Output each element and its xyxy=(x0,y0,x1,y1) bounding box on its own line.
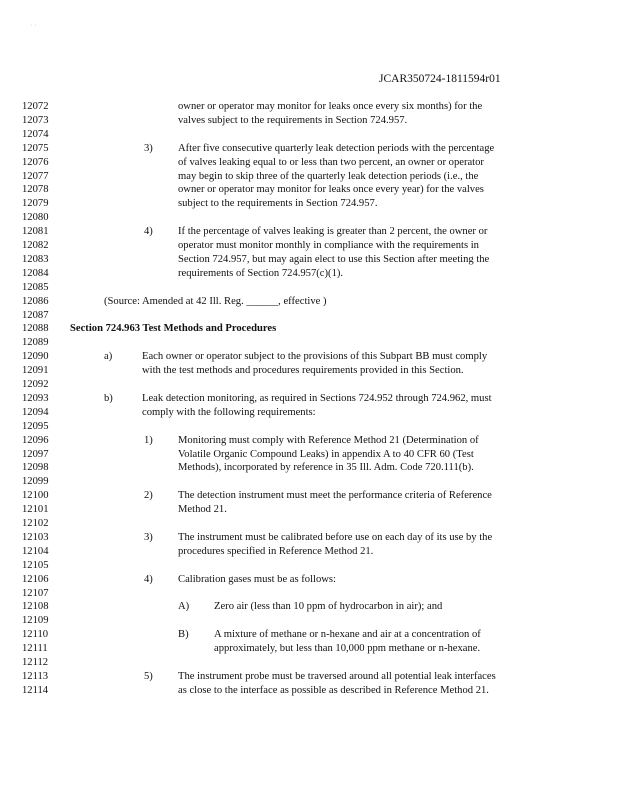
line-number: 12109 xyxy=(22,615,49,627)
document-line xyxy=(0,156,618,170)
document-line xyxy=(0,628,618,642)
line-text: approximately, but less than 10,000 ppm methane or n-hexane. xyxy=(214,643,481,655)
line-number: 12105 xyxy=(22,559,49,571)
line-text: Leak detection monitoring, as required in Sections 724.952 through 724.962, must xyxy=(142,392,492,404)
line-text: may begin to skip three of the quarterly leak detection periods (i.e., the xyxy=(178,170,479,182)
line-text: Method 21. xyxy=(178,504,227,516)
list-marker: b) xyxy=(104,392,113,404)
line-number: 12108 xyxy=(22,601,49,613)
line-text: operator must monitor monthly in compliance with the requirements in xyxy=(178,240,479,251)
line-number: 12111 xyxy=(22,643,48,655)
line-number: 12101 xyxy=(22,504,49,516)
document-line xyxy=(0,489,618,503)
line-number: 12084 xyxy=(22,267,49,279)
document-line xyxy=(0,614,618,628)
line-text: procedures specified in Reference Method 21. xyxy=(178,545,374,557)
document-line xyxy=(0,267,618,281)
line-number: 12096 xyxy=(22,434,49,446)
line-number: 12083 xyxy=(22,253,49,265)
list-marker: 1) xyxy=(144,434,153,446)
document-line xyxy=(0,656,618,670)
line-text: The detection instrument must meet the performance criteria of Reference xyxy=(178,490,492,502)
line-text: comply with the following requirements: xyxy=(142,406,316,418)
document-line xyxy=(0,281,618,295)
document-line xyxy=(0,545,618,559)
line-number: 12112 xyxy=(22,657,49,668)
line-number: 12072 xyxy=(22,101,49,112)
document-line xyxy=(0,392,618,406)
line-text: Methods), incorporated by reference in 35 Ill. Adm. Code 720.111(b). xyxy=(178,462,474,474)
line-number: 12077 xyxy=(22,170,49,182)
document-line xyxy=(0,378,618,392)
line-number: 12107 xyxy=(22,587,49,599)
document-line xyxy=(0,309,618,323)
line-number: 12103 xyxy=(22,531,49,543)
line-number: 12095 xyxy=(22,420,49,432)
line-number: 12114 xyxy=(22,684,49,696)
line-text: A mixture of methane or n-hexane and air at a concentration of xyxy=(214,629,481,641)
document-line xyxy=(0,670,618,684)
list-marker: 3) xyxy=(144,142,153,154)
document-line xyxy=(0,448,618,462)
line-text: The instrument probe must be traversed around all potential leak interfaces xyxy=(178,670,496,682)
line-number: 12102 xyxy=(22,518,49,529)
list-marker: 5) xyxy=(144,670,153,682)
document-line xyxy=(0,350,618,364)
document-line xyxy=(0,364,618,378)
document-id-header: JCAR350724-1811594r01 xyxy=(379,73,501,85)
line-number: 12081 xyxy=(22,226,49,238)
line-number: 12098 xyxy=(22,462,49,474)
line-number: 12110 xyxy=(22,629,49,641)
document-line xyxy=(0,183,618,197)
line-text: valves subject to the requirements in Section 724.957. xyxy=(178,114,408,126)
line-number: 12099 xyxy=(22,476,49,488)
line-number: 12097 xyxy=(22,448,49,460)
line-number: 12089 xyxy=(22,337,49,349)
line-number: 12078 xyxy=(22,184,49,196)
document-line xyxy=(0,170,618,184)
list-marker: 2) xyxy=(144,490,153,502)
document-line xyxy=(0,406,618,420)
document-line xyxy=(0,642,618,656)
document-line xyxy=(0,434,618,448)
document-line xyxy=(0,587,618,601)
line-number: 12075 xyxy=(22,142,49,154)
line-text: Zero air (less than 10 ppm of hydrocarbon in air); and xyxy=(214,601,443,613)
list-marker: 3) xyxy=(144,531,153,543)
document-line xyxy=(0,128,618,142)
line-number: 12100 xyxy=(22,490,49,502)
line-number: 12093 xyxy=(22,392,49,404)
list-marker: 4) xyxy=(144,573,153,585)
line-text: The instrument must be calibrated before use on each day of its use by the xyxy=(178,531,493,543)
line-number: 12113 xyxy=(22,670,49,682)
line-number: 12079 xyxy=(22,198,49,210)
line-number: 12085 xyxy=(22,281,49,293)
document-line xyxy=(0,600,618,614)
line-number: 12076 xyxy=(22,156,49,168)
list-marker: 4) xyxy=(144,226,153,238)
document-line xyxy=(0,420,618,434)
line-text: owner or operator may monitor for leaks once every year) for the valves xyxy=(178,184,484,196)
line-text: requirements of Section 724.957(c)(1). xyxy=(178,267,344,279)
line-text: Volatile Organic Compound Leaks) in appendix A to 40 CFR 60 (Test xyxy=(178,448,474,460)
document-line xyxy=(0,503,618,517)
line-number: 12082 xyxy=(22,240,49,251)
line-text: Each owner or operator subject to the provisions of this Subpart BB must comply xyxy=(142,351,488,363)
line-number: 12080 xyxy=(22,212,49,224)
document-line xyxy=(0,114,618,128)
document-line xyxy=(0,475,618,489)
line-number: 12094 xyxy=(22,406,49,418)
line-number: 12090 xyxy=(22,351,49,363)
line-text: (Source: Amended at 42 Ill. Reg. ______, effective ) xyxy=(104,295,327,307)
list-marker: A) xyxy=(178,601,190,613)
line-text: If the percentage of valves leaking is greater than 2 percent, the owner or xyxy=(178,226,488,238)
line-number: 12086 xyxy=(22,295,49,307)
line-number: 12088 xyxy=(22,323,49,335)
line-text: subject to the requirements in Section 724.957. xyxy=(178,198,378,210)
line-number: 12087 xyxy=(22,309,49,321)
line-number: 12106 xyxy=(22,573,49,585)
line-text: Section 724.957, but may again elect to use this Section after meeting the xyxy=(178,253,490,265)
list-marker: a) xyxy=(104,351,113,363)
document-line xyxy=(0,253,618,267)
document-line xyxy=(0,573,618,587)
document-line xyxy=(0,100,618,114)
document-line xyxy=(0,142,618,156)
document-line xyxy=(0,225,618,239)
line-text: Calibration gases must be as follows: xyxy=(178,573,337,585)
list-marker: B) xyxy=(178,629,189,641)
document-line xyxy=(0,531,618,545)
document-line xyxy=(0,684,618,698)
document-line xyxy=(0,559,618,573)
line-text: After five consecutive quarterly leak detection periods with the percentage xyxy=(178,142,495,154)
document-line xyxy=(0,322,618,336)
line-text: Monitoring must comply with Reference Method 21 (Determination of xyxy=(178,434,479,446)
document-line xyxy=(0,197,618,211)
line-number: 12074 xyxy=(22,128,49,140)
line-number: 12104 xyxy=(22,545,49,557)
line-number: 12092 xyxy=(22,379,49,390)
line-text: as close to the interface as possible as described in Reference Method 21. xyxy=(178,684,489,696)
line-text: of valves leaking equal to or less than two percent, an owner or operator xyxy=(178,156,484,168)
line-text: owner or operator may monitor for leaks once every six months) for the xyxy=(178,101,483,112)
line-number: 12091 xyxy=(22,365,49,377)
document-line xyxy=(0,211,618,225)
document-line xyxy=(0,461,618,475)
scan-smudge: · · xyxy=(30,22,37,29)
document-line xyxy=(0,517,618,531)
section-heading: Section 724.963 Test Methods and Procedures xyxy=(70,323,277,335)
line-number: 12073 xyxy=(22,114,49,126)
document-line xyxy=(0,239,618,253)
document-line xyxy=(0,295,618,309)
line-text: with the test methods and procedures requirements provided in this Section. xyxy=(142,365,464,377)
document-line xyxy=(0,336,618,350)
